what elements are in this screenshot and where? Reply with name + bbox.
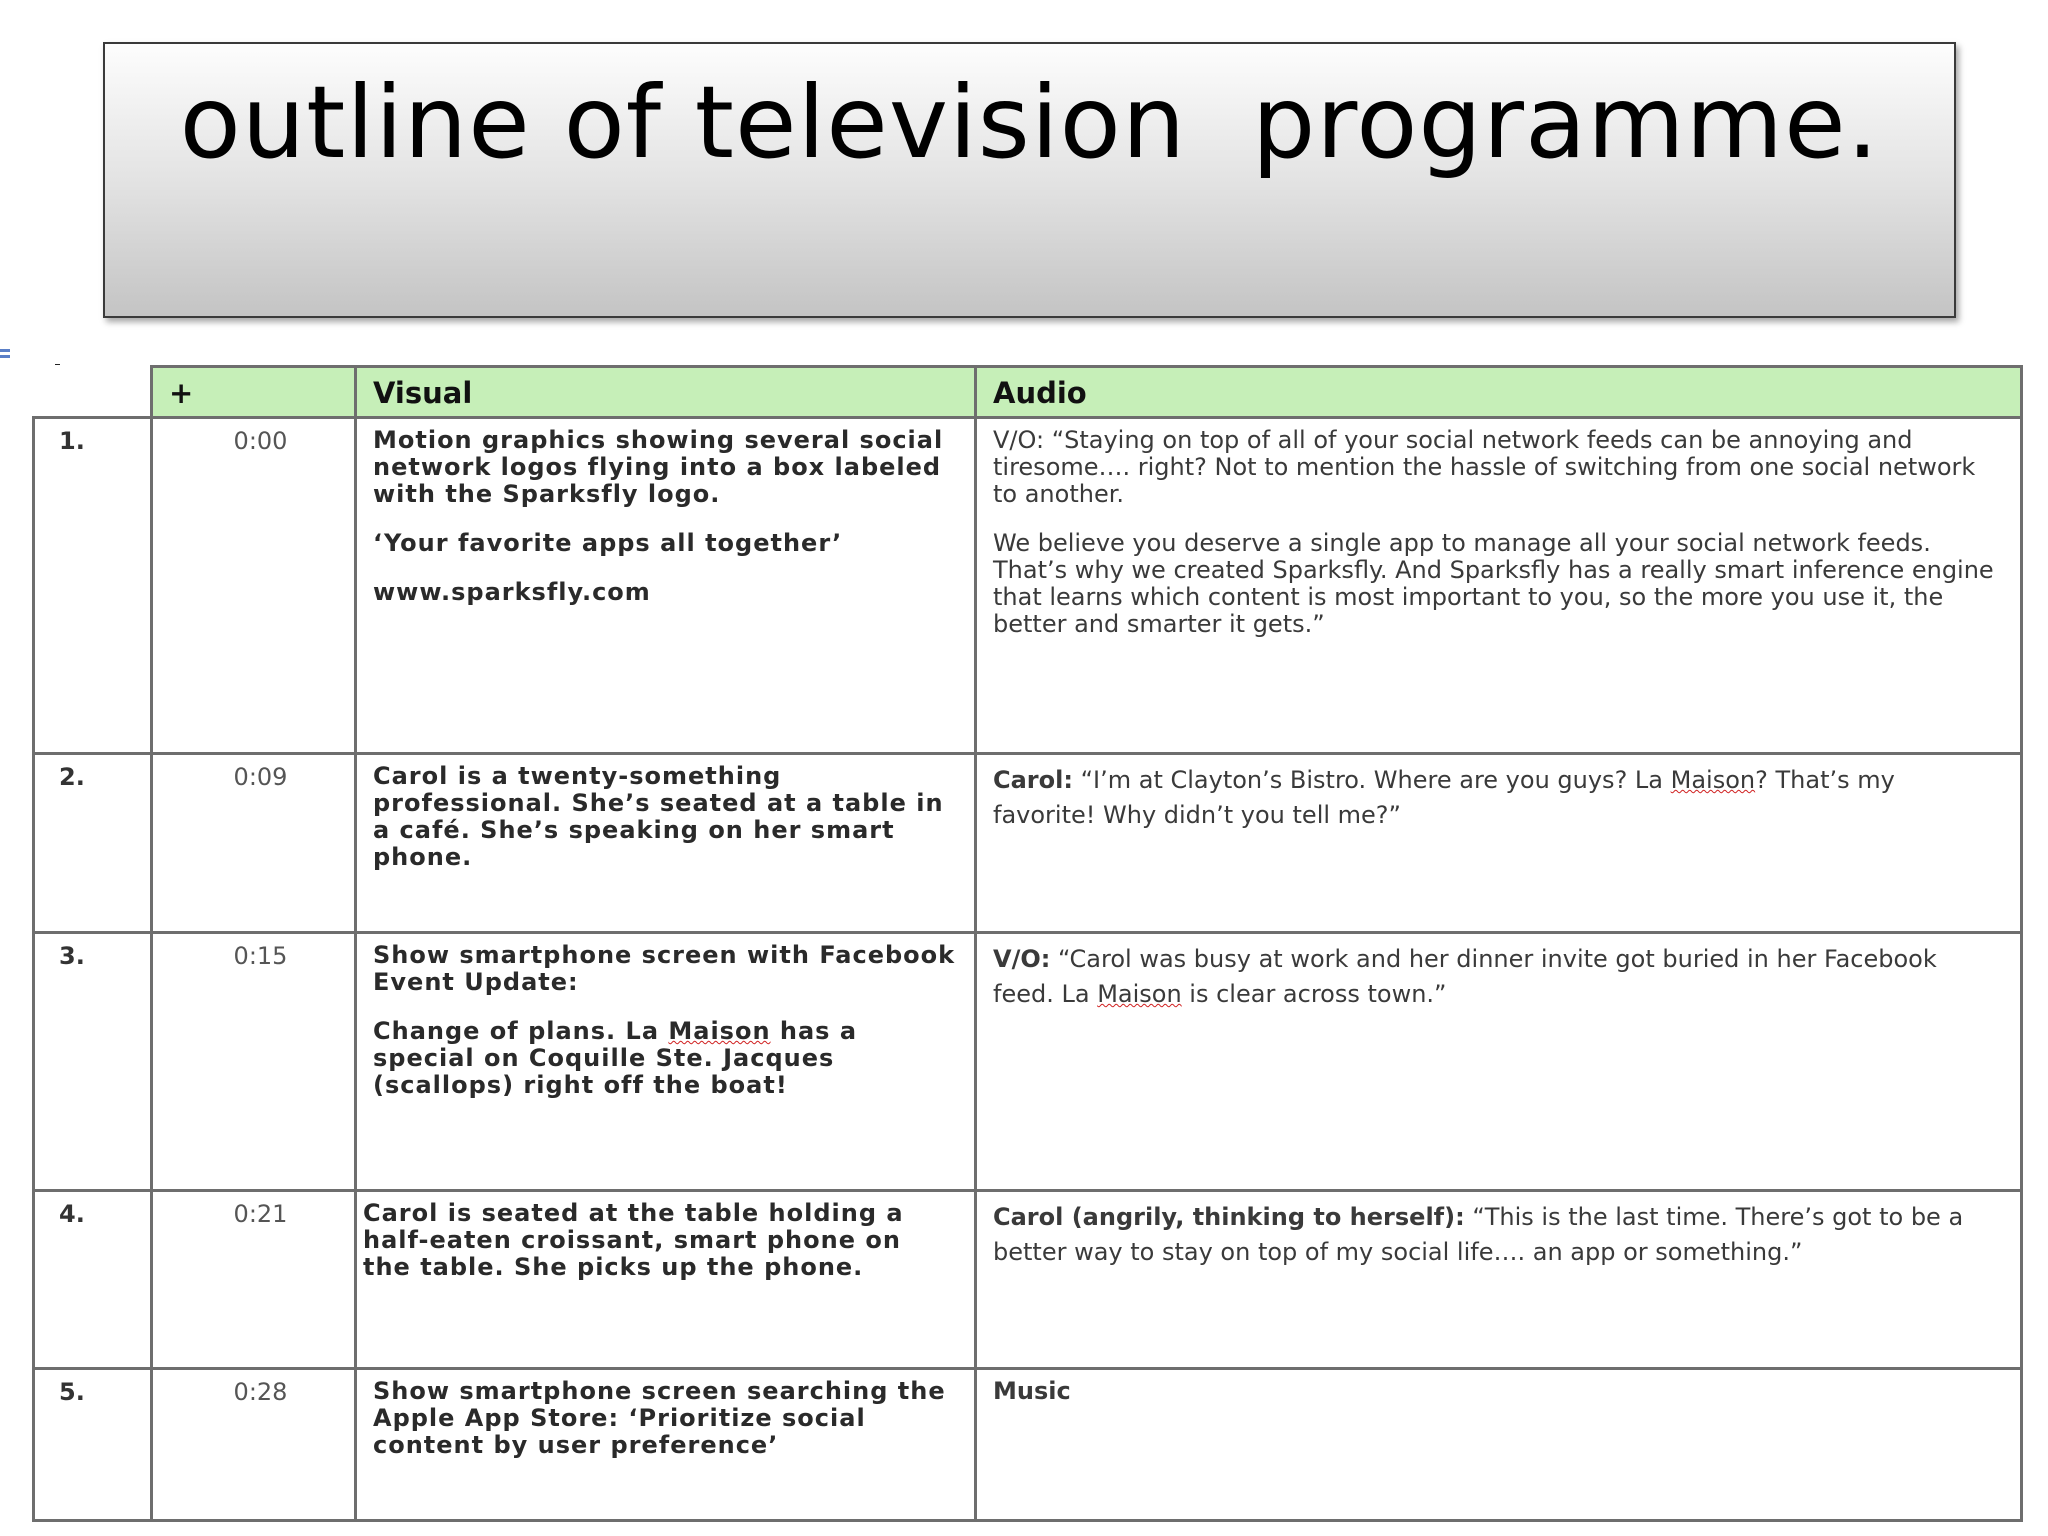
row-number: 3. bbox=[34, 933, 152, 1191]
visual-text: Show smartphone screen searching the Apple App Store: ‘Prioritize social content by user preference’ bbox=[373, 1377, 946, 1459]
visual-text-marked: Maison bbox=[668, 1017, 771, 1045]
visual-text-part: Change of plans. La bbox=[373, 1017, 669, 1045]
page-title: outline of television programme. bbox=[179, 64, 1880, 181]
audio-cell bbox=[976, 933, 2022, 1191]
row-time: 0:00 bbox=[152, 418, 356, 754]
audio-cell bbox=[976, 1369, 2022, 1521]
row-time: 0:09 bbox=[152, 754, 356, 933]
header-blank bbox=[34, 367, 152, 418]
script-table bbox=[32, 365, 2023, 1522]
audio-text: “Carol was busy at work and her dinner invite got buried in her Facebook feed. La bbox=[993, 945, 1937, 1008]
visual-cell bbox=[356, 418, 976, 754]
audio-text-marked: Maison bbox=[1670, 766, 1756, 794]
header-visual: Visual bbox=[356, 367, 976, 418]
row-time: 0:15 bbox=[152, 933, 356, 1191]
audio-speaker: Carol (angrily, thinking to herself): bbox=[993, 1203, 1465, 1231]
audio-text: ? That’s my favorite! Why didn’t you tell me?” bbox=[993, 766, 1895, 829]
header-audio: Audio bbox=[976, 367, 2022, 418]
table-row bbox=[34, 754, 2022, 933]
audio-speaker: V/O: bbox=[993, 945, 1051, 973]
visual-cell bbox=[356, 1369, 976, 1521]
audio-text-marked: Maison bbox=[1097, 980, 1182, 1008]
header-time: + bbox=[152, 367, 356, 418]
title-box bbox=[103, 42, 1956, 318]
table-row bbox=[34, 1369, 2022, 1521]
audio-speaker: Carol: bbox=[993, 766, 1073, 794]
row-time: 0:21 bbox=[152, 1191, 356, 1369]
row-number: 4. bbox=[34, 1191, 152, 1369]
margin-marker-icon bbox=[0, 349, 20, 353]
visual-cell bbox=[356, 1191, 976, 1369]
audio-speaker: Music bbox=[993, 1377, 1071, 1405]
table-row bbox=[34, 418, 2022, 754]
table-row bbox=[34, 1191, 2022, 1369]
row-number: 5. bbox=[34, 1369, 152, 1521]
audio-text: V/O: “Staying on top of all of your social network feeds can be annoying and tiresome…. right? Not to mention the hassle of switching from one social network to another. bbox=[993, 426, 1976, 508]
visual-text: Show smartphone screen with Facebook Event Update: bbox=[373, 941, 956, 996]
row-number: 1. bbox=[34, 418, 152, 754]
visual-text: Motion graphics showing several social network logos flying into a box labeled with the Sparksfly logo. bbox=[373, 426, 944, 508]
row-number: 2. bbox=[34, 754, 152, 933]
audio-cell bbox=[976, 754, 2022, 933]
visual-cell bbox=[356, 754, 976, 933]
audio-text: “This is the last time. There’s got to be a better way to stay on top of my social life…. an app or something.” bbox=[993, 1203, 1964, 1266]
audio-text: We believe you deserve a single app to manage all your social network feeds. That’s why we created Sparksfly. And Sparksfly has a really smart inference engine that learns which content is most important to you, so the more you use it, the better and smarter it gets.” bbox=[993, 529, 1994, 638]
visual-cell bbox=[356, 933, 976, 1191]
audio-cell bbox=[976, 1191, 2022, 1369]
visual-text-part: has a special on Coquille Ste. Jacques (scallops) right off the boat! bbox=[373, 1017, 858, 1099]
visual-text: Carol is seated at the table holding a half-eaten croissant, smart phone on the table. She picks up the phone. bbox=[363, 1199, 904, 1281]
table-row bbox=[34, 933, 2022, 1191]
visual-url: www.sparksfly.com bbox=[373, 578, 651, 606]
visual-text: ‘Your favorite apps all together’ bbox=[373, 529, 843, 557]
visual-text: Carol is a twenty-something professional. She’s seated at a table in a café. She’s speaking on her smart phone. bbox=[373, 762, 944, 871]
audio-text: is clear across town.” bbox=[1181, 980, 1447, 1008]
row-time: 0:28 bbox=[152, 1369, 356, 1521]
header-row bbox=[34, 367, 2022, 418]
audio-cell bbox=[976, 418, 2022, 754]
visual-text bbox=[373, 1018, 958, 1099]
audio-text: “I’m at Clayton’s Bistro. Where are you guys? La bbox=[1072, 766, 1671, 794]
